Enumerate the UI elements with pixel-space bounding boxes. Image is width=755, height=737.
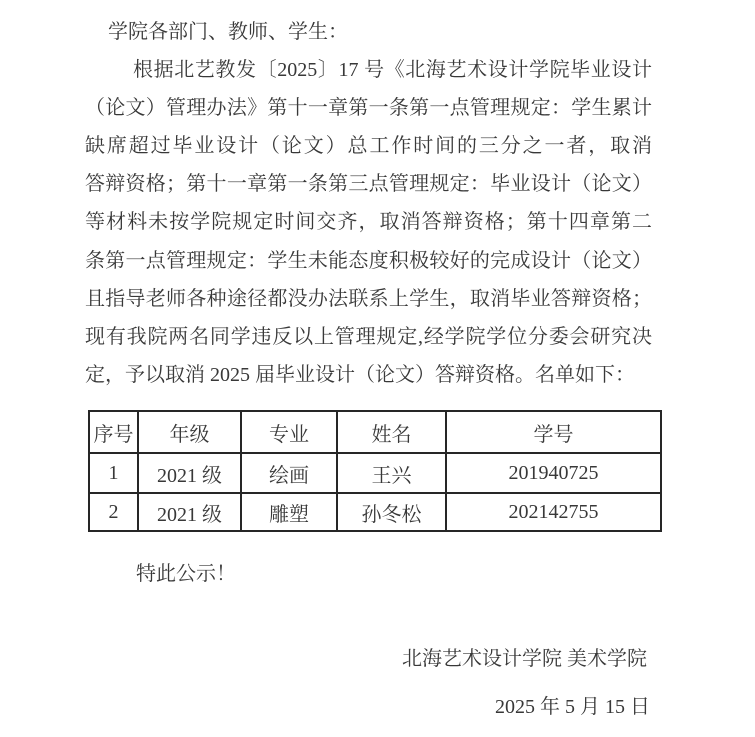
body-line: 根据北艺教发〔2025〕17 号《北海艺术设计学院毕业设计 bbox=[133, 59, 652, 82]
table-header-row bbox=[89, 411, 661, 453]
body-line: 缺席超过毕业设计（论文）总工作时间的三分之一者，取消 bbox=[85, 135, 652, 158]
salutation-line: 学院各部门、教师、学生： bbox=[108, 21, 348, 43]
body-line: 等材料未按学院规定时间交齐，取消答辩资格；第十四章第二 bbox=[85, 211, 652, 234]
body-line: 答辩资格；第十一章第一条第三点管理规定：毕业设计（论文） bbox=[85, 173, 652, 196]
disqualified-students-table bbox=[88, 410, 662, 532]
document-body bbox=[85, 13, 652, 394]
table-cell: 2 bbox=[89, 493, 138, 531]
table-header-cell: 专业 bbox=[241, 411, 337, 453]
table-cell: 2021 级 bbox=[138, 453, 241, 493]
table-row bbox=[89, 453, 661, 493]
table-cell: 2021 级 bbox=[138, 493, 241, 531]
signature-line: 北海艺术设计学院 美术学院 bbox=[402, 648, 647, 670]
table-cell: 202142755 bbox=[446, 493, 661, 531]
table-cell: 王兴 bbox=[337, 453, 446, 493]
table-cell: 201940725 bbox=[446, 453, 661, 493]
table-header-cell: 年级 bbox=[138, 411, 241, 453]
table-header-cell: 姓名 bbox=[337, 411, 446, 453]
table-cell: 孙冬松 bbox=[337, 493, 446, 531]
table-cell: 绘画 bbox=[241, 453, 337, 493]
date-line: 2025 年 5 月 15 日 bbox=[495, 696, 650, 718]
closing-line: 特此公示！ bbox=[136, 563, 236, 585]
body-line: 条第一点管理规定：学生未能态度积极较好的完成设计（论文） bbox=[85, 249, 652, 272]
table-header-cell: 序号 bbox=[89, 411, 138, 453]
table-header-cell: 学号 bbox=[446, 411, 661, 453]
body-line: 定，予以取消 2025 届毕业设计（论文）答辩资格。名单如下： bbox=[85, 363, 635, 386]
table-cell: 雕塑 bbox=[241, 493, 337, 531]
table-row bbox=[89, 493, 661, 531]
body-line: 且指导老师各种途径都没办法联系上学生，取消毕业答辩资格； bbox=[85, 287, 652, 310]
table-cell: 1 bbox=[89, 453, 138, 493]
body-line: 现有我院两名同学违反以上管理规定,经学院学位分委会研究决 bbox=[85, 325, 652, 348]
body-line: （论文）管理办法》第十一章第一条第一点管理规定：学生累计 bbox=[85, 97, 652, 120]
